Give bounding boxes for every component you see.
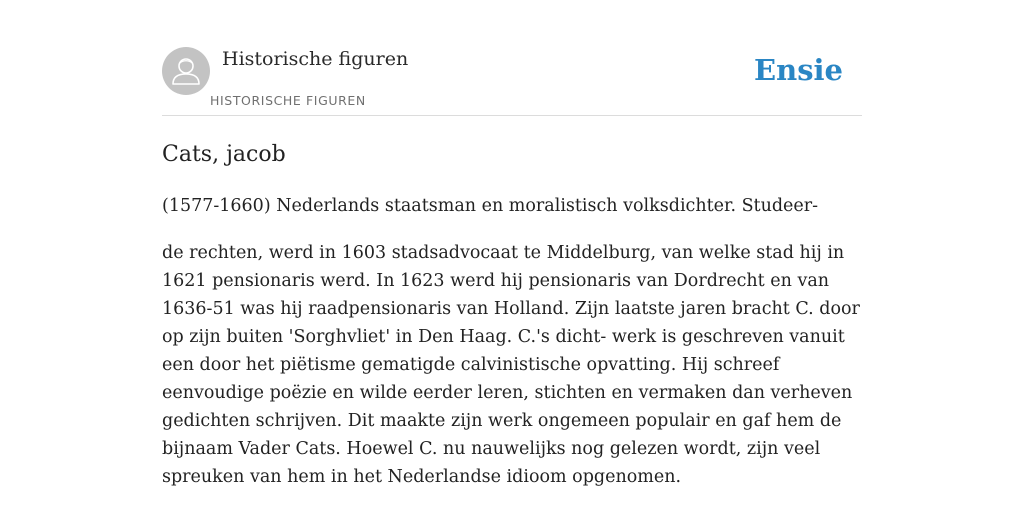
author-name[interactable]: Historische figuren [222,48,409,70]
category-label[interactable]: HISTORISCHE FIGUREN [210,93,366,108]
user-icon [162,47,210,95]
brand-logo[interactable]: Ensie [754,53,843,87]
article-paragraph: de rechten, werd in 1603 stadsadvocaat te Middelburg, van welke stad hij in 1621 pensionaris werd. In 1623 werd hij pensionaris van Dordrecht en van 1636-51 was hij raadpensionaris van Holland. Zijn laatste jaren bracht C. door op zijn buiten 'Sorghvliet' in Den Haag. C.'s dicht- werk is geschreven vanuit een door het piëtisme gematigde calvinistische opvatting. Hij schreef eenvoudige poëzie en wilde eerder leren, stichten en vermaken dan verheven gedichten schrijven. Dit maakte zijn werk ongemeen populair en gaf hem de bijnaam Vader Cats. Hoewel C. nu nauwelijks nog gelezen wordt, zijn veel spreuken van hem in het Nederlandse idioom opgenomen. [162,243,860,487]
article-title: Cats, jacob [162,142,286,167]
article-paragraph: (1577-1660) Nederlands staatsman en moralistisch volksdichter. Studeer- [162,196,819,216]
author-avatar[interactable] [162,47,210,95]
page-header [162,0,862,116]
